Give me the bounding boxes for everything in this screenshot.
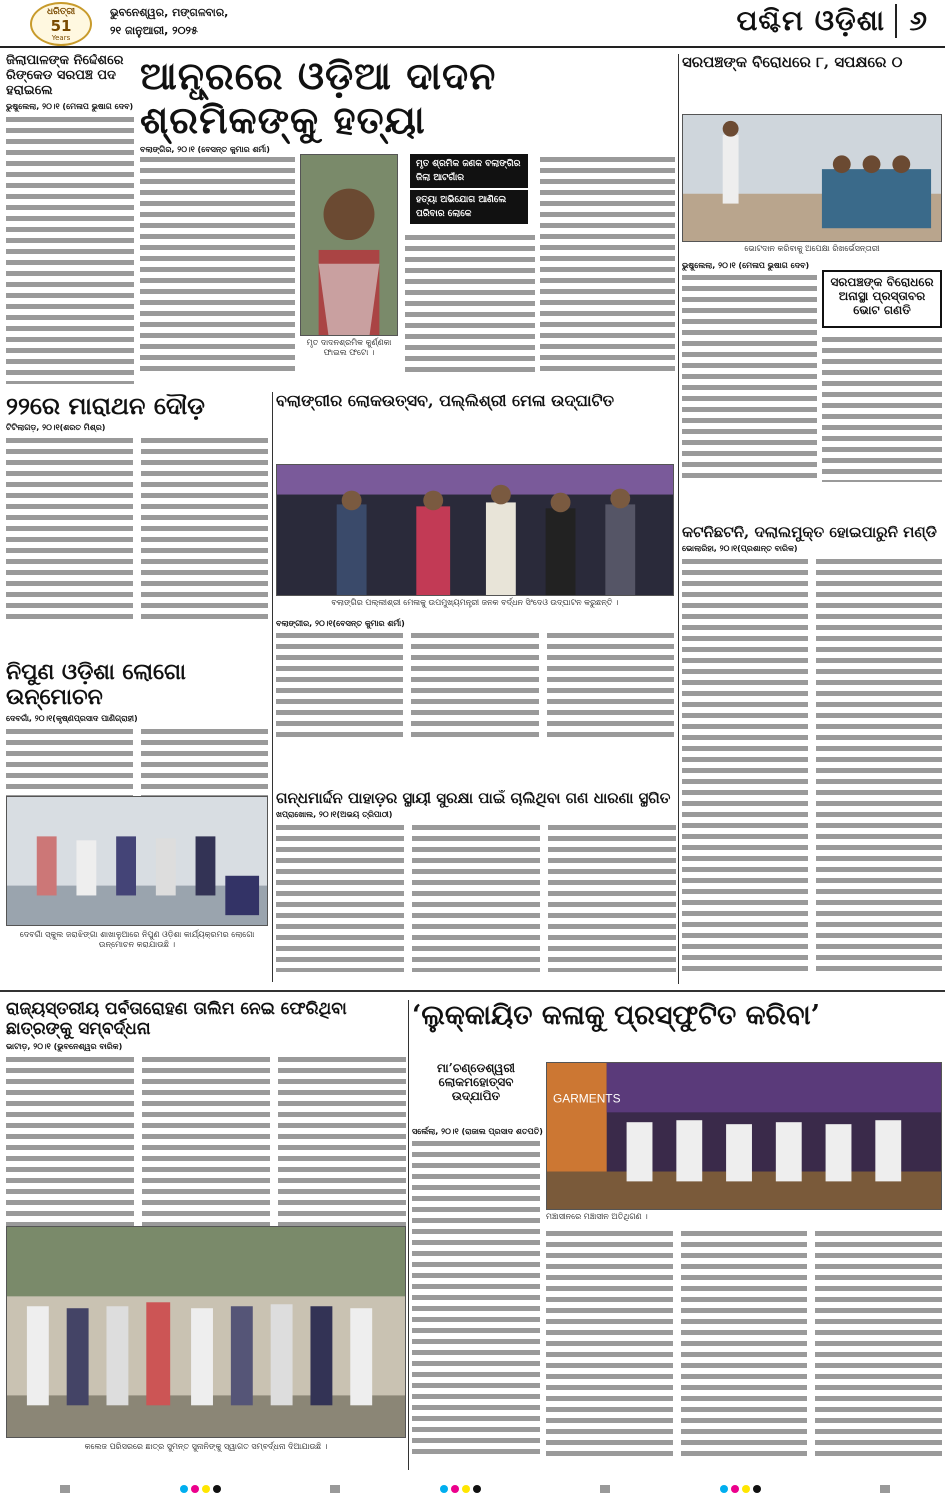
yellow-dot [202,1485,210,1493]
registration-bar [600,1485,610,1493]
body-text-placeholder [141,435,268,625]
photo-caption: କଲେଜ ପରିସରରେ ଛାତ୍ର ସୁମନ୍ତ ସୁନାନିଙ୍କୁ ସ୍ୱାଗତ ସମ୍ବର୍ଦ୍ଧନା ଦିଆଯାଉଛି । [84,1442,328,1451]
black-dot [753,1485,761,1493]
date-line-1: ଭୁବନେଶ୍ୱର, ମଙ୍ଗଳବାର, [110,6,229,19]
body-text-placeholder [815,1228,942,1458]
horizontal-rule [0,990,945,992]
section-title: ପଶ୍ଚିମ ଓଡ଼ିଶା [736,4,885,37]
body-text-placeholder [816,556,942,976]
page-number: ୬ [895,4,927,38]
yellow-dot [462,1485,470,1493]
photo-caption: ମୃତ ଦାଦନଶ୍ରମିକ କୁର୍ଣ୍ଣକା ଫାଇଲ ଫଟୋ । [306,338,392,357]
byline: ଦେବଗାଁ, ୨୦।୧(କୃଷ୍ଣପ୍ରସାଦ ପାଣିଗ୍ରାହୀ) [6,713,138,723]
registration-bar [60,1485,70,1493]
story-andhra [140,54,675,384]
byline: ସର୍ଲେଲା, ୨୦।୧ (ରାଜାଲ ପ୍ରସାଦ ଶତପତି) [412,1127,543,1136]
registration-marks [180,1485,221,1493]
body-text-placeholder [276,822,404,972]
masthead [0,0,945,48]
body-text-placeholder [6,435,133,625]
headline: ‘ଲୁକ୍କାୟିତ କଳାକୁ ପ୍ରସ୍ଫୁଟିତ କରିବା’ [412,1000,821,1031]
black-dot [213,1485,221,1493]
article-body [276,630,674,740]
newspaper-logo [30,2,92,46]
body-text-placeholder [681,1228,808,1458]
byline: ଭୁଷୁଲେଲା, ୨୦।୧ (ମେଳାପ ଭୁଷାଗ ଦେବ) [6,101,134,111]
body-text-placeholder [405,232,535,374]
sub-headline-3: ଉଦ୍‌ଯାପିତ [451,1088,501,1103]
headline: ଗନ୍ଧମାର୍ଦ୍ଦନ ପାହାଡ଼ର ସ୍ଥାୟୀ ସୁରକ୍ଷା ପାଇଁ ଚାଲିଥିବା ଗଣ ଧାରଣା ସ୍ଥଗିତ [276,790,671,807]
cyan-dot [440,1485,448,1493]
sub-headline-1: ମା’ଚଣ୍ଡେଶ୍ୱରୀ [436,1062,516,1075]
headline: ଆନ୍ଧ୍ରରେ ଓଡ଼ିଆ ଦାଦନ ଶ୍ରମିକଙ୍କୁ ହତ୍ୟା [140,54,497,142]
logo-years-label: Years [51,34,71,42]
headline: କଟନିଛଟନି, ଦଲାଲମୁକ୍ତ ହୋଇପାରୁନି ମଣ୍ଡି [682,524,937,541]
byline: ଭୁଷୁଲେଲା, ୨୦।୧ (ମେଳାପ ଭୁଷାଗ ଦେବ) [682,261,810,270]
sub-headline-2: ଲୋକମହୋତ୍ସବ [438,1074,514,1089]
column-rule [272,392,273,982]
article-body-2 [546,1228,942,1458]
body-text-placeholder [142,1054,270,1234]
body-text-placeholder [411,630,538,740]
article-body [6,1054,406,1234]
article-body [682,272,817,482]
article-body [276,822,676,972]
story-lokmahotsav [276,392,674,792]
stage-photo [546,1062,942,1210]
byline: ଭାଟାଡ଼, ୨୦।୧ (ଭୁବନେଶ୍ୱର ବାରିକ) [6,1042,123,1052]
registration-bar [330,1485,340,1493]
byline: ଟିଟିଲାଗଡ଼, ୨୦।୧(ଶରତ ମିଶ୍ର) [6,422,106,432]
registration-marks [440,1485,481,1493]
felicitation-photo [6,1226,406,1438]
dateline [110,4,228,40]
bullet-1: ମୃତ ଶ୍ରମିକ ଜଣକ ବଲାଙ୍ଗିର ଜିଲା ଆଟଗାଁର [410,154,528,188]
byline: ଭୋଲାରିହା, ୨୦।୧(ପ୍ରଶାନ୍ତ ବାରିକ) [682,544,798,554]
inauguration-photo [276,464,674,596]
side-box-text: ସରପଞ୍ଚଙ୍କ ବିରୋଧରେ ଅନାସ୍ଥା ପ୍ରସ୍ତାବର ଭୋଟ ଗଣତି [830,275,934,317]
registration-marks [720,1485,761,1493]
article-body-2 [822,334,942,482]
sub-headline-box [412,1062,540,1120]
cyan-dot [180,1485,188,1493]
byline: ବଲାଙ୍ଗୀର, ୨୦।୧(ବେସନ୍ତ କୁମାର ଶର୍ମା) [276,619,405,628]
bullet-2: ହତ୍ୟା ଅଭିଯୋଗ ଆଣିଲେ ପରିବାର ଲୋକେ [410,190,528,224]
voting-photo [682,114,942,242]
story-art [412,1000,942,1470]
body-text-placeholder [682,272,817,482]
story-sarpanch [682,54,942,484]
magenta-dot [191,1485,199,1493]
body-text-placeholder [412,1138,540,1458]
yellow-dot [742,1485,750,1493]
body-text-placeholder [412,822,540,972]
body-text-placeholder [822,334,942,482]
story-gandhamardan [276,790,676,982]
banner-text: GARMENTS [552,1091,621,1106]
headline: ବଲାଙ୍ଗୀର ଲୋକଉତ୍ସବ, ପଲ୍ଲିଶ୍ରୀ ମେଳା ଉଦ୍‌ଘାଟିତ [276,392,615,410]
article-body-3 [405,232,535,374]
body-text-placeholder [276,630,403,740]
worker-photo [300,154,398,336]
byline: ଖପ୍ରାଖୋଲ, ୨୦।୧(ଅଭୟ ତ୍ରିପାଠୀ) [276,810,393,820]
article-body [412,1138,540,1458]
logo-brand: ଧରିତ୍ରୀ [46,7,76,17]
article-body [6,435,268,625]
body-text-placeholder [6,1054,134,1234]
side-box [822,270,942,328]
article-body [682,556,942,976]
body-text-placeholder [540,154,675,374]
logo-launch-photo [6,796,268,926]
headline: ସରପଞ୍ଚଙ୍କ ବିରୋଧରେ ୮, ସପକ୍ଷରେ ୦ [682,54,903,71]
cyan-dot [720,1485,728,1493]
article-body [140,154,295,374]
story-mandi [682,524,942,1004]
body-text-placeholder [548,822,676,972]
bullet-box [410,154,528,224]
column-rule [678,54,679,984]
headline: ନିପୁଣ ଓଡ଼ିଶା ଲୋଗୋ ଉନ୍ମୋଚନ [6,660,186,711]
body-text-placeholder [140,154,295,374]
story-marathon [6,392,268,642]
magenta-dot [451,1485,459,1493]
photo-caption: ଭୋଟଦାନ କରିବାକୁ ଅପେକ୍ଷା ରିଖର୍ଭେସନ୍ତାରୀ [744,244,880,253]
body-text-placeholder [546,1228,673,1458]
registration-bar [880,1485,890,1493]
magenta-dot [731,1485,739,1493]
byline: ବଲାଙ୍ଗିର, ୨୦।୧ (ବେସନ୍ତ କୁମାର ଶର୍ମା) [140,145,270,154]
article-body [6,114,134,384]
photo-caption: ଦେବଗାଁ ସ୍କୁଲ ଜରାଝିଙ୍ଗା ଶାଖାଳୁଆରେ ନିପୁଣ ଓଡ଼ିଶା କାର୍ଯ୍ୟକ୍ରମର ଲୋଗୋ ଉନ୍ମୋଚନ କରାଯାଉଛି । [19,930,255,949]
headline: ୨୨ରେ ମାରାଥନ ଦୌଡ଼ [6,392,205,420]
story-nipun [6,660,268,960]
body-text-placeholder [682,556,808,976]
black-dot [473,1485,481,1493]
photo-caption: ମଞ୍ଚାସୀନରେ ମଞ୍ଚାସୀନ ଅତିଥିଗଣ । [546,1212,648,1221]
article-body-2 [540,154,675,374]
logo-years-number: 51 [50,17,72,35]
date-line-2: ୨୧ ଜାନୁଆରୀ, ୨୦୨୫ [110,24,198,37]
body-text-placeholder [278,1054,406,1234]
photo-caption: ବଲାଙ୍ଗିର ପଲ୍ଲୀଶ୍ରୀ ମେଳାକୁ ଉପମୁଖ୍ୟମନ୍ତ୍ରୀ ଜନକ ବର୍ଦ୍ଧନ ସିଂଦେଓ ଉଦ୍‌ଘାଟନ କରୁଛନ୍ତି । [331,598,619,607]
body-text-placeholder [6,114,134,384]
story-collector [6,54,134,384]
story-mountaineering [6,1000,406,1470]
headline: ରାଜ୍ୟସ୍ତରୀୟ ପର୍ବତାରୋହଣ ତାଲିମ ନେଇ ଫେରିଥିବା ଛାତ୍ରଙ୍କୁ ସମ୍ବର୍ଦ୍ଧନା [6,1000,347,1039]
body-text-placeholder [547,630,674,740]
column-rule [408,1000,409,1470]
headline: ଜିଲାପାଳଙ୍କ ନିର୍ଦ୍ଦେଶରେ ରିଙ୍କେଡ ସରପଞ୍ଚ ପଦ ହରାଇଲେ [6,54,124,98]
